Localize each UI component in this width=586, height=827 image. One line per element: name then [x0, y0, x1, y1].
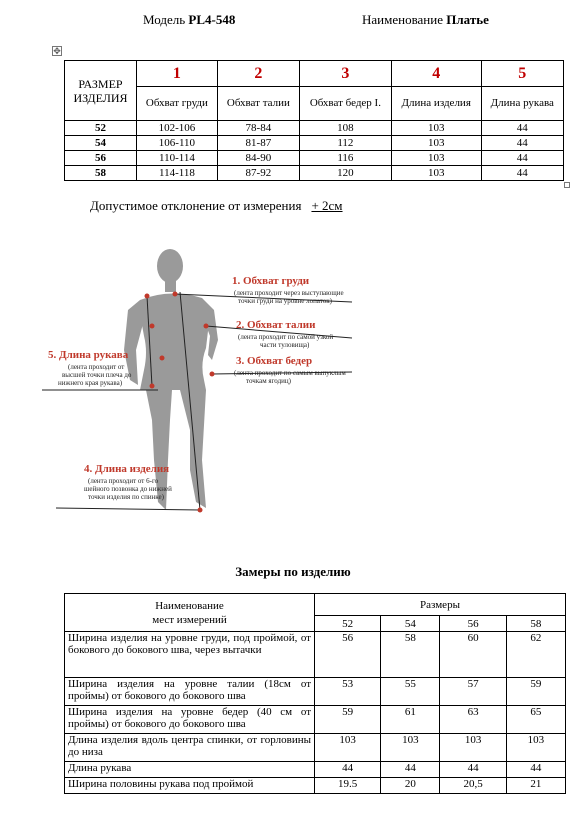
label-length-note: точки изделия по спинке): [88, 493, 164, 501]
measurement-value: 103: [381, 734, 440, 762]
measurements-title: Замеры по изделию: [235, 564, 351, 579]
measurement-value: 21: [506, 778, 565, 794]
column-number: 3: [299, 61, 391, 87]
column-header: Длина рукава: [481, 87, 563, 121]
table-resize-handle-icon[interactable]: [564, 182, 570, 188]
table-row: [65, 778, 566, 794]
value-cell: 116: [299, 151, 391, 166]
measurement-figure: [40, 240, 380, 540]
measurements-table: [64, 593, 566, 794]
name-line: [362, 12, 489, 28]
sizes-header: Размеры: [315, 594, 566, 616]
table-row: [65, 166, 564, 181]
label-length-title: 4. Длина изделия: [84, 463, 170, 475]
value-cell: 103: [391, 136, 481, 151]
column-header: Длина изделия: [391, 87, 481, 121]
label-hips-note: точкам ягодиц): [246, 377, 291, 385]
column-number: 4: [391, 61, 481, 87]
model-line: [143, 12, 235, 28]
size-chart-table: [64, 60, 564, 181]
tolerance-text: Допустимое отклонение от измерения: [90, 198, 302, 213]
value-cell: 102-106: [137, 121, 218, 136]
tolerance-note: [90, 198, 343, 214]
label-waist-title: 2. Обхват талии: [236, 319, 316, 331]
measurement-value: 103: [440, 734, 506, 762]
measurement-value: 44: [315, 762, 381, 778]
label-bust-note: (лента проходит через выступающие: [234, 289, 344, 297]
size-header: 56: [440, 616, 506, 632]
size-cell: 58: [65, 166, 137, 181]
measurement-value: 44: [440, 762, 506, 778]
name-label: Наименование: [362, 12, 443, 27]
size-header: 52: [315, 616, 381, 632]
document-header: [0, 12, 586, 32]
value-cell: 114-118: [137, 166, 218, 181]
size-cell: 56: [65, 151, 137, 166]
value-cell: 44: [481, 166, 563, 181]
table-row: [65, 632, 566, 678]
measurement-value: 20,5: [440, 778, 506, 794]
table-row: [65, 678, 566, 706]
measurement-value: 60: [440, 632, 506, 678]
value-cell: 108: [299, 121, 391, 136]
measurement-value: 57: [440, 678, 506, 706]
measurement-value: 59: [315, 706, 381, 734]
label-bust-note: точки груди на уровне лопаток): [238, 297, 332, 305]
column-header: Обхват талии: [217, 87, 299, 121]
measurement-value: 56: [315, 632, 381, 678]
measurement-value: 61: [381, 706, 440, 734]
name-header-line: Наименование: [155, 599, 224, 612]
measurement-value: 65: [506, 706, 565, 734]
label-hips-note: (лента проходит по самым выпуклым: [234, 369, 346, 377]
value-cell: 103: [391, 166, 481, 181]
value-cell: 120: [299, 166, 391, 181]
table-row: [65, 151, 564, 166]
size-cell: 52: [65, 121, 137, 136]
table-row: [65, 762, 566, 778]
size-cell: 54: [65, 136, 137, 151]
value-cell: 110-114: [137, 151, 218, 166]
name-column-header: [65, 594, 315, 632]
measurement-name: Ширина половины рукава под проймой: [65, 778, 315, 794]
name-value: Платье: [446, 12, 489, 27]
size-corner-label: РАЗМЕР ИЗДЕЛИЯ: [65, 61, 137, 121]
value-cell: 103: [391, 121, 481, 136]
column-number: 1: [137, 61, 218, 87]
table-row: [65, 136, 564, 151]
measurement-value: 20: [381, 778, 440, 794]
measurement-name: Длина рукава: [65, 762, 315, 778]
value-cell: 81-87: [217, 136, 299, 151]
measurement-value: 44: [506, 762, 565, 778]
value-cell: 112: [299, 136, 391, 151]
model-label: Модель: [143, 12, 186, 27]
table-row: [65, 706, 566, 734]
value-cell: 44: [481, 136, 563, 151]
size-header: 54: [381, 616, 440, 632]
table-move-handle-icon[interactable]: ✥: [53, 46, 61, 56]
label-sleeve-note: (лента проходит от: [68, 363, 125, 371]
measurement-value: 63: [440, 706, 506, 734]
tolerance-value: + 2см: [311, 198, 343, 213]
value-cell: 106-110: [137, 136, 218, 151]
measurement-name: Ширина изделия на уровне талии (18см от проймы) от бокового до бокового шва: [65, 678, 315, 706]
measurement-value: 19.5: [315, 778, 381, 794]
label-sleeve-note: высшей точки плеча до: [62, 371, 132, 379]
measurement-name: Ширина изделия на уровне бедер (40 см от проймы) от бокового до бокового шва: [65, 706, 315, 734]
label-length-note: шейного позвонка до нижней: [84, 485, 172, 493]
label-waist-note: части туловища): [260, 341, 310, 349]
label-sleeve-title: 5. Длина рукава: [48, 349, 129, 361]
value-cell: 44: [481, 121, 563, 136]
column-number: 2: [217, 61, 299, 87]
measurement-value: 103: [506, 734, 565, 762]
value-cell: 87-92: [217, 166, 299, 181]
column-header: Обхват бедер I.: [299, 87, 391, 121]
value-cell: 103: [391, 151, 481, 166]
measurement-value: 58: [381, 632, 440, 678]
label-bust-title: 1. Обхват груди: [232, 275, 310, 287]
value-cell: 44: [481, 151, 563, 166]
size-header: 58: [506, 616, 565, 632]
column-header: Обхват груди: [137, 87, 218, 121]
value-cell: 78-84: [217, 121, 299, 136]
measurement-value: 55: [381, 678, 440, 706]
measurement-value: 62: [506, 632, 565, 678]
label-waist-note: (лента проходит по самой узкой: [238, 333, 334, 341]
table-row: [65, 121, 564, 136]
measurement-value: 59: [506, 678, 565, 706]
value-cell: 84-90: [217, 151, 299, 166]
measurement-name: Длина изделия вдоль центра спинки, от горловины до низа: [65, 734, 315, 762]
label-hips-title: 3. Обхват бедер: [236, 355, 313, 367]
measurement-value: 103: [315, 734, 381, 762]
measurement-value: 44: [381, 762, 440, 778]
name-header-line: мест измерений: [152, 613, 227, 626]
label-length-note: (лента проходит от 6-го: [88, 477, 159, 485]
label-sleeve-note: нижнего края рукава): [58, 379, 123, 387]
column-number: 5: [481, 61, 563, 87]
measurement-value: 53: [315, 678, 381, 706]
measurement-name: Ширина изделия на уровне груди, под проймой, от бокового до бокового шва, через вытачки: [65, 632, 315, 678]
table-row: [65, 734, 566, 762]
model-value: PL4-548: [188, 12, 236, 27]
